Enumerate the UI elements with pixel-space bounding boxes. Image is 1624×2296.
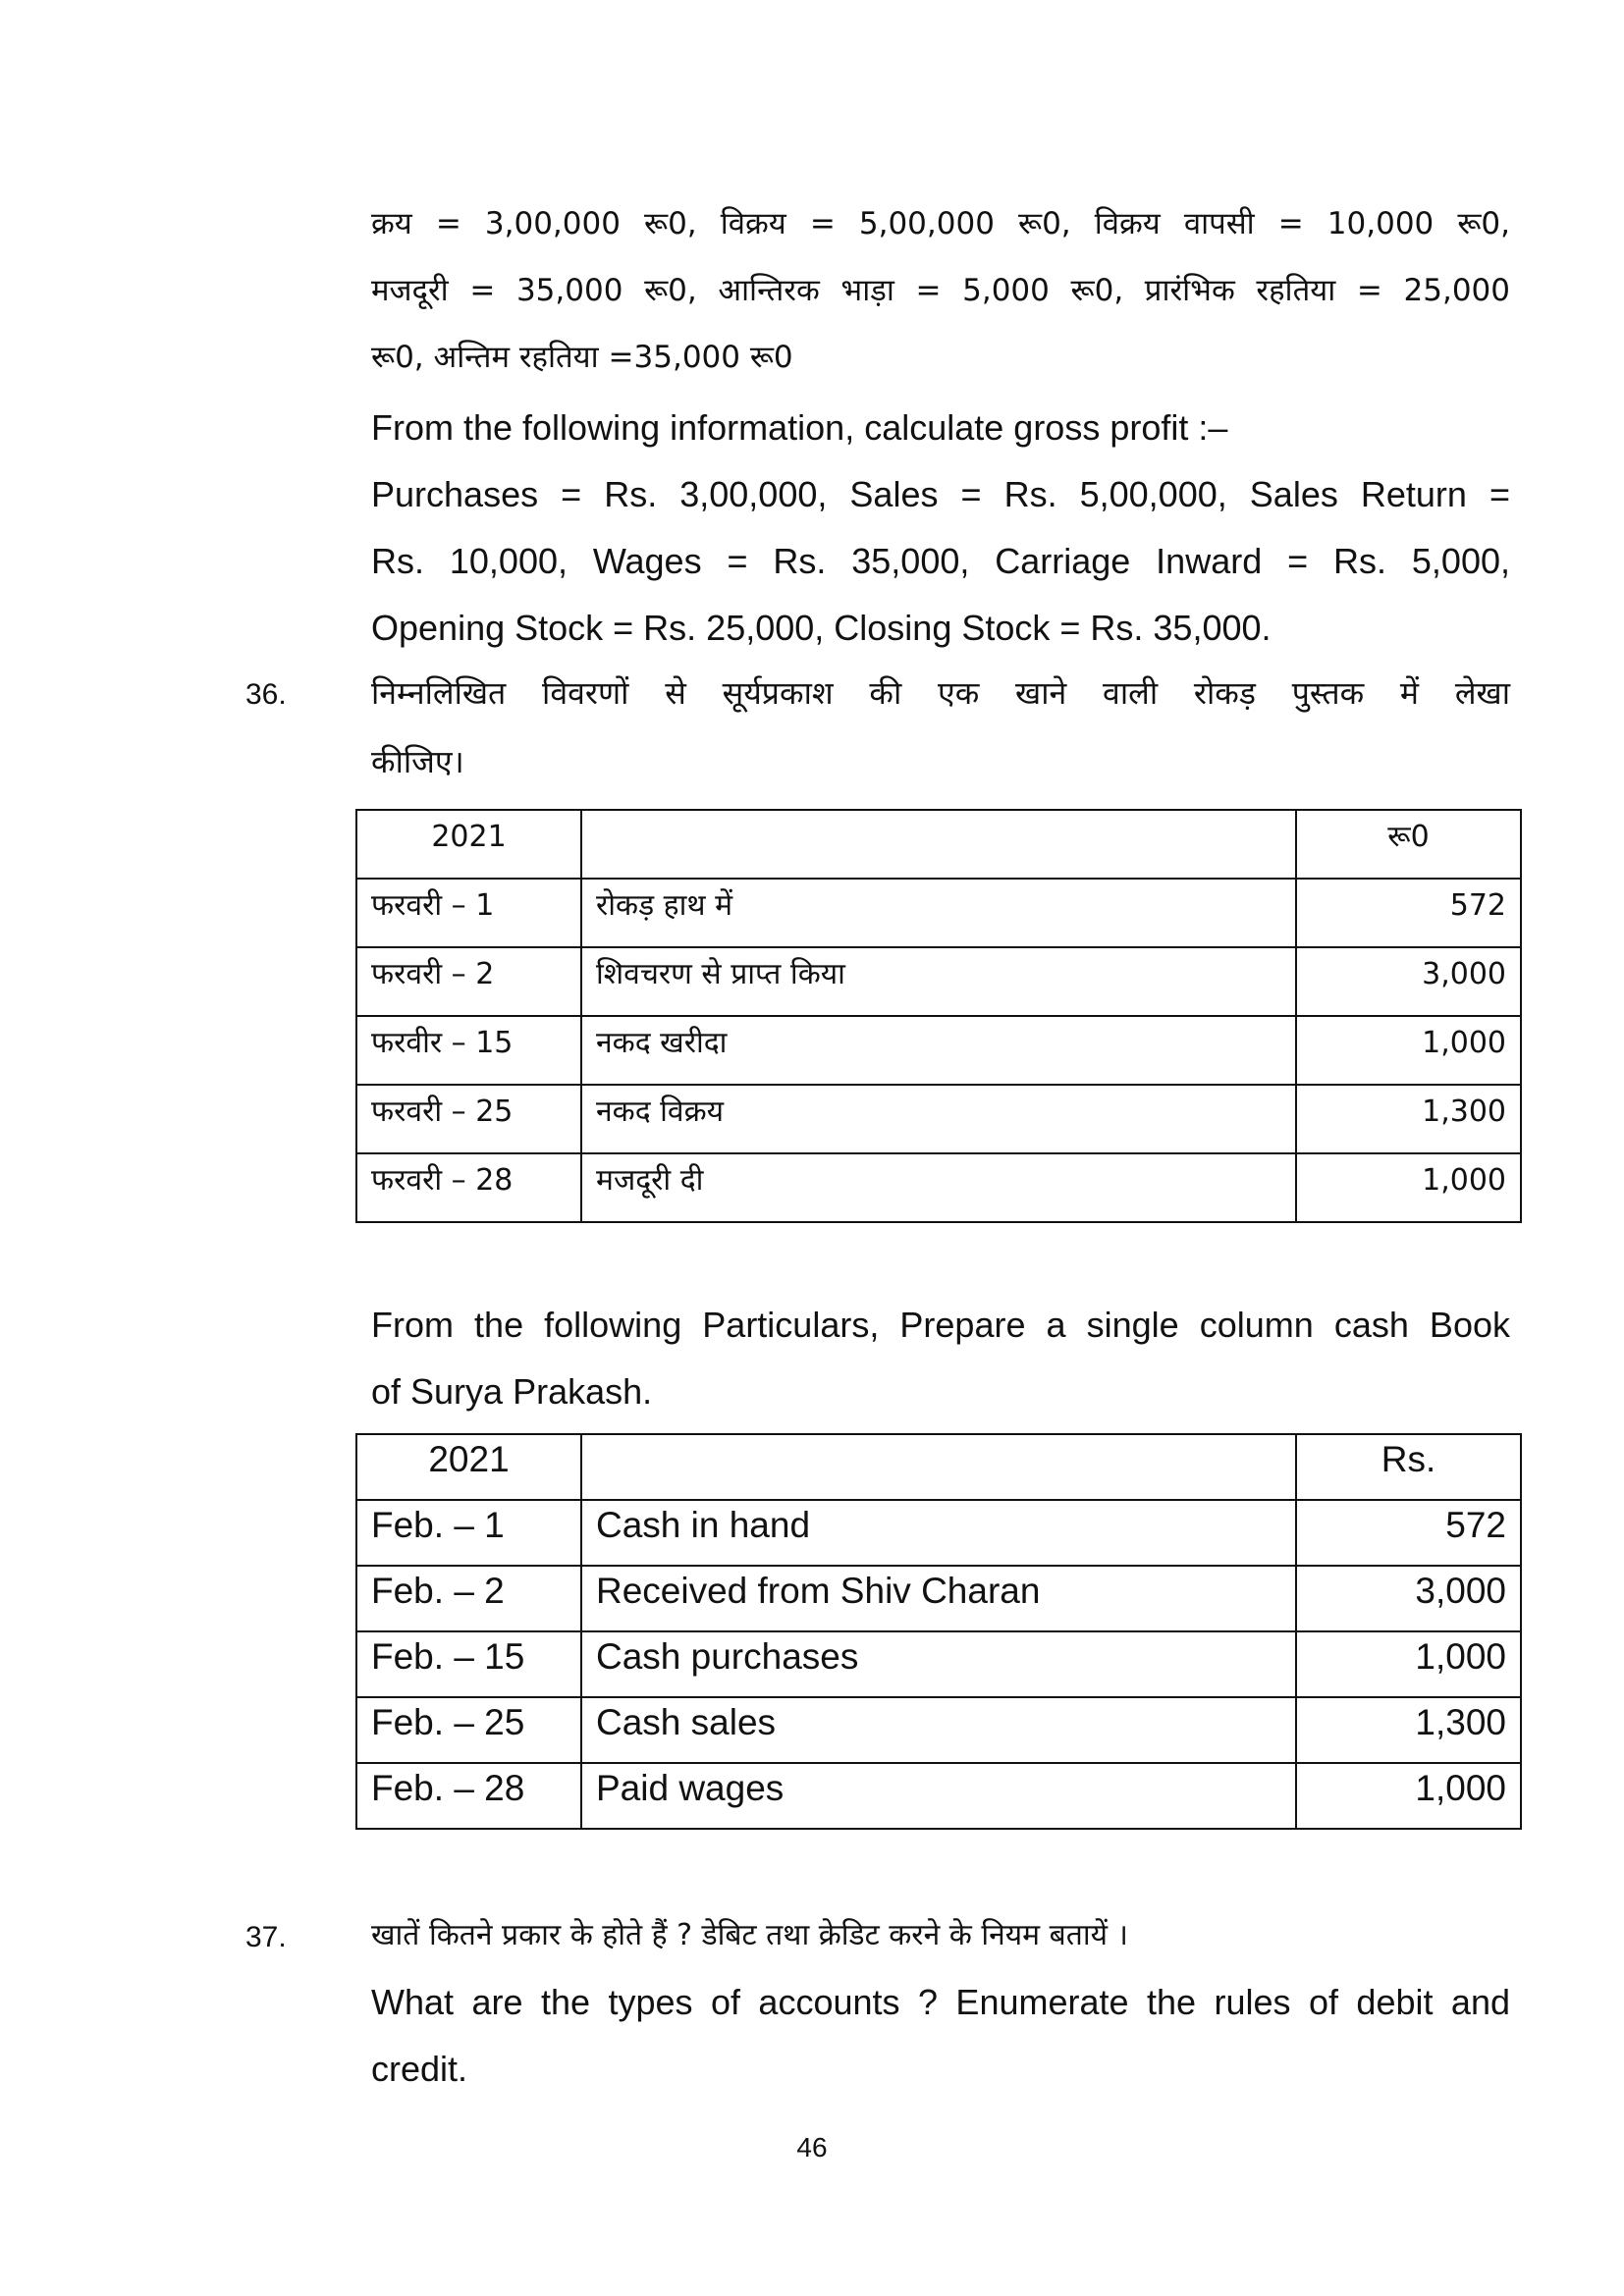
particulars-header (581, 810, 1296, 879)
q36-english-line-2: of Surya Prakash. (371, 1371, 653, 1412)
q35-english-line-4: Opening Stock = Rs. 25,000, Closing Stock = Rs. 35,000. (371, 608, 1272, 648)
date-cell: फरवरी – 28 (356, 1153, 581, 1222)
particulars-cell: Paid wages (581, 1763, 1296, 1829)
amount-header: रू0 (1296, 810, 1521, 879)
table-row (356, 1500, 1521, 1566)
q37-english-line-2: credit. (371, 2049, 468, 2089)
table-row (356, 947, 1521, 1016)
english-cash-table (355, 1433, 1522, 1830)
table-row (356, 1566, 1521, 1631)
particulars-cell: Received from Shiv Charan (581, 1566, 1296, 1631)
date-cell: फरवरी – 2 (356, 947, 581, 1016)
page-number: 46 (796, 2132, 828, 2163)
hindi-cash-table (355, 809, 1522, 1223)
date-cell: फरवीर – 15 (356, 1016, 581, 1085)
amount-cell: 1,000 (1296, 1016, 1521, 1085)
q37-english-line-1: What are the types of accounts ? Enumerate the rules of debit and (371, 1982, 1510, 2022)
q36-english-line-1: From the following Particulars, Prepare a single column cash Book (371, 1305, 1510, 1345)
q35-english-line-1: From the following information, calculate gross profit :– (371, 407, 1228, 448)
amount-header: Rs. (1296, 1434, 1521, 1500)
amount-cell: 572 (1296, 879, 1521, 947)
particulars-cell: शिवचरण से प्राप्त किया (581, 947, 1296, 1016)
amount-cell: 1,300 (1296, 1085, 1521, 1153)
q35-english-line-3: Rs. 10,000, Wages = Rs. 35,000, Carriage Inward = Rs. 5,000, (371, 541, 1510, 581)
amount-cell: 572 (1296, 1500, 1521, 1566)
date-cell: Feb. – 15 (356, 1631, 581, 1697)
date-cell: Feb. – 28 (356, 1763, 581, 1829)
table-row (356, 1153, 1521, 1222)
table-header-row (356, 1434, 1521, 1500)
q36-hindi-line-1: निम्नलिखित विवरणों से सूर्यप्रकाश की एक खाने वाली रोकड़ पुस्तक में लेखा (371, 674, 1510, 712)
question-number-36: 36. (245, 678, 287, 711)
particulars-cell: नकद विक्रय (581, 1085, 1296, 1153)
table-row (356, 1763, 1521, 1829)
date-cell: Feb. – 2 (356, 1566, 581, 1631)
table-row (356, 1085, 1521, 1153)
year-header: 2021 (356, 1434, 581, 1500)
table-row (356, 1016, 1521, 1085)
particulars-cell: नकद खरीदा (581, 1016, 1296, 1085)
date-cell: फरवरी – 1 (356, 879, 581, 947)
date-cell: Feb. – 25 (356, 1697, 581, 1763)
date-cell: फरवरी – 25 (356, 1085, 581, 1153)
particulars-cell: Cash in hand (581, 1500, 1296, 1566)
particulars-cell: मजदूरी दी (581, 1153, 1296, 1222)
q36-hindi-line-2: कीजिए। (371, 743, 464, 780)
amount-cell: 3,000 (1296, 1566, 1521, 1631)
table-row (356, 879, 1521, 947)
amount-cell: 1,300 (1296, 1697, 1521, 1763)
q35-hindi-line-2: मजदूरी = 35,000 रू0, आन्तिरक भाड़ा = 5,000 रू0, प्रारंभिक रहतिया = 25,000 (371, 273, 1510, 308)
table-row (356, 1631, 1521, 1697)
table-header-row (356, 810, 1521, 879)
q35-hindi-line-1: क्रय = 3,00,000 रू0, विक्रय = 5,00,000 रू0, विक्रय वापसी = 10,000 रू0, (371, 206, 1510, 241)
amount-cell: 1,000 (1296, 1763, 1521, 1829)
table-row (356, 1697, 1521, 1763)
q35-hindi-line-3: रू0, अन्तिम रहतिया =35,000 रू0 (371, 340, 793, 375)
amount-cell: 3,000 (1296, 947, 1521, 1016)
date-cell: Feb. – 1 (356, 1500, 581, 1566)
particulars-cell: Cash sales (581, 1697, 1296, 1763)
amount-cell: 1,000 (1296, 1153, 1521, 1222)
particulars-header (581, 1434, 1296, 1500)
q37-hindi-line: खातें कितने प्रकार के होते हैं ? डेबिट तथा क्रेडिट करने के नियम बतायें । (371, 1918, 1128, 1952)
question-number-37: 37. (245, 1921, 287, 1953)
particulars-cell: Cash purchases (581, 1631, 1296, 1697)
q35-english-line-2: Purchases = Rs. 3,00,000, Sales = Rs. 5,00,000, Sales Return = (371, 474, 1510, 514)
amount-cell: 1,000 (1296, 1631, 1521, 1697)
year-header: 2021 (356, 810, 581, 879)
particulars-cell: रोकड़ हाथ में (581, 879, 1296, 947)
